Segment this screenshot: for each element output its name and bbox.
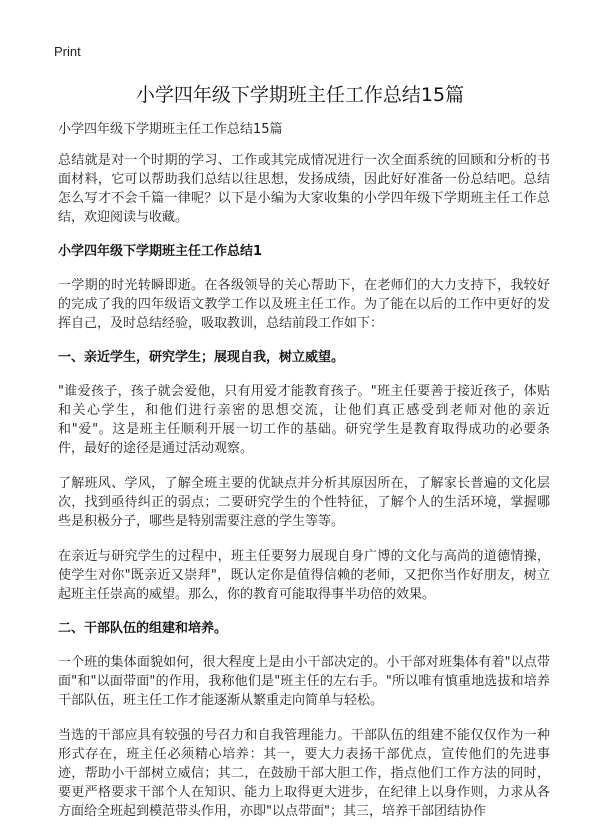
section-1-paragraph-2: 了解班风、学风，了解全班主要的优缺点并分析其原因所在，了解家长普遍的文化层次，找到亟待纠正的弱点；二要研究学生的个性特征，了解个人的生活环境，掌握哪些是积极分子，哪些是特别需要注意的学生等等。: [58, 476, 550, 529]
document-subtitle: 小学四年级下学期班主任工作总结15篇: [58, 122, 283, 137]
intro-paragraph: 总结就是对一个时期的学习、工作或其完成情况进行一次全面系统的回顾和分析的书面材料，它可以帮助我们总结以往思想，发扬成绩，因此好好准备一份总结吧。总结怎么写才不会千篇一律呢？以下是小编为大家收集的小学四年级下学期班主任工作总结，欢迎阅读与收藏。: [58, 153, 550, 225]
section-2-paragraph-2: 当选的干部应具有较强的号召力和自我管理能力。干部队伍的组建不能仅仅作为一种形式存在，班主任必须精心培养：其一，要大力表扬干部优点，宣传他们的先进事迹，帮助小干部树立威信；其二，在鼓励干部大胆工作，指点他们工作方法的同时，要更严格要求干部个人在知识、能力上取得更大进步，在纪律上以身作则，力求从各方面给全班起到模范带头作用，亦即"以点带面"；其三，培养干部团结协作: [58, 728, 550, 819]
article-heading: 小学四年级下学期班主任工作总结1: [58, 244, 263, 259]
document-title: 小学四年级下学期班主任工作总结15篇: [135, 84, 465, 106]
section-2-heading: 二、干部队伍的组建和培养。: [58, 621, 228, 636]
article-intro-paragraph: 一学期的时光转瞬即逝。在各级领导的关心帮助下，在老师们的大力支持下，我较好的完成了我的四年级语文教学工作以及班主任工作。为了能在以后的工作中更好的发挥自己，及时总结经验，吸取教训，总结前段工作如下：: [58, 278, 550, 331]
print-link[interactable]: Print: [54, 44, 81, 59]
section-1-paragraph-1: "谁爱孩子，孩子就会爱他，只有用爱才能教育孩子。"班主任要善于接近孩子，体贴和关心学生，和他们进行亲密的思想交流，让他们真正感受到老师对他的亲近和"爱"。这是班主任顺利开展一切工作的基础。研究学生是教育取得成功的必要条件，最好的途径是通过活动观察。: [58, 384, 550, 456]
section-1-paragraph-3: 在亲近与研究学生的过程中，班主任要努力展现自身广博的文化与高尚的道德情操，使学生对你"既亲近又崇拜"，既认定你是值得信赖的老师，又把你当作好朋友，树立起班主任崇高的威望。那么，你的教育可能取得事半功倍的效果。: [58, 549, 550, 602]
section-1-heading: 一、亲近学生，研究学生；展现自我，树立威望。: [58, 350, 345, 365]
document-body: [58, 151, 550, 828]
section-2-paragraph-1: 一个班的集体面貌如何，很大程度上是由小干部决定的。小干部对班集体有着"以点带面"和"以面带面"的作用，我称他们是"班主任的左右手。"所以唯有慎重地选拔和培养干部队伍，班主任工作才能逐渐从繁重走向简单与轻松。: [58, 655, 550, 708]
